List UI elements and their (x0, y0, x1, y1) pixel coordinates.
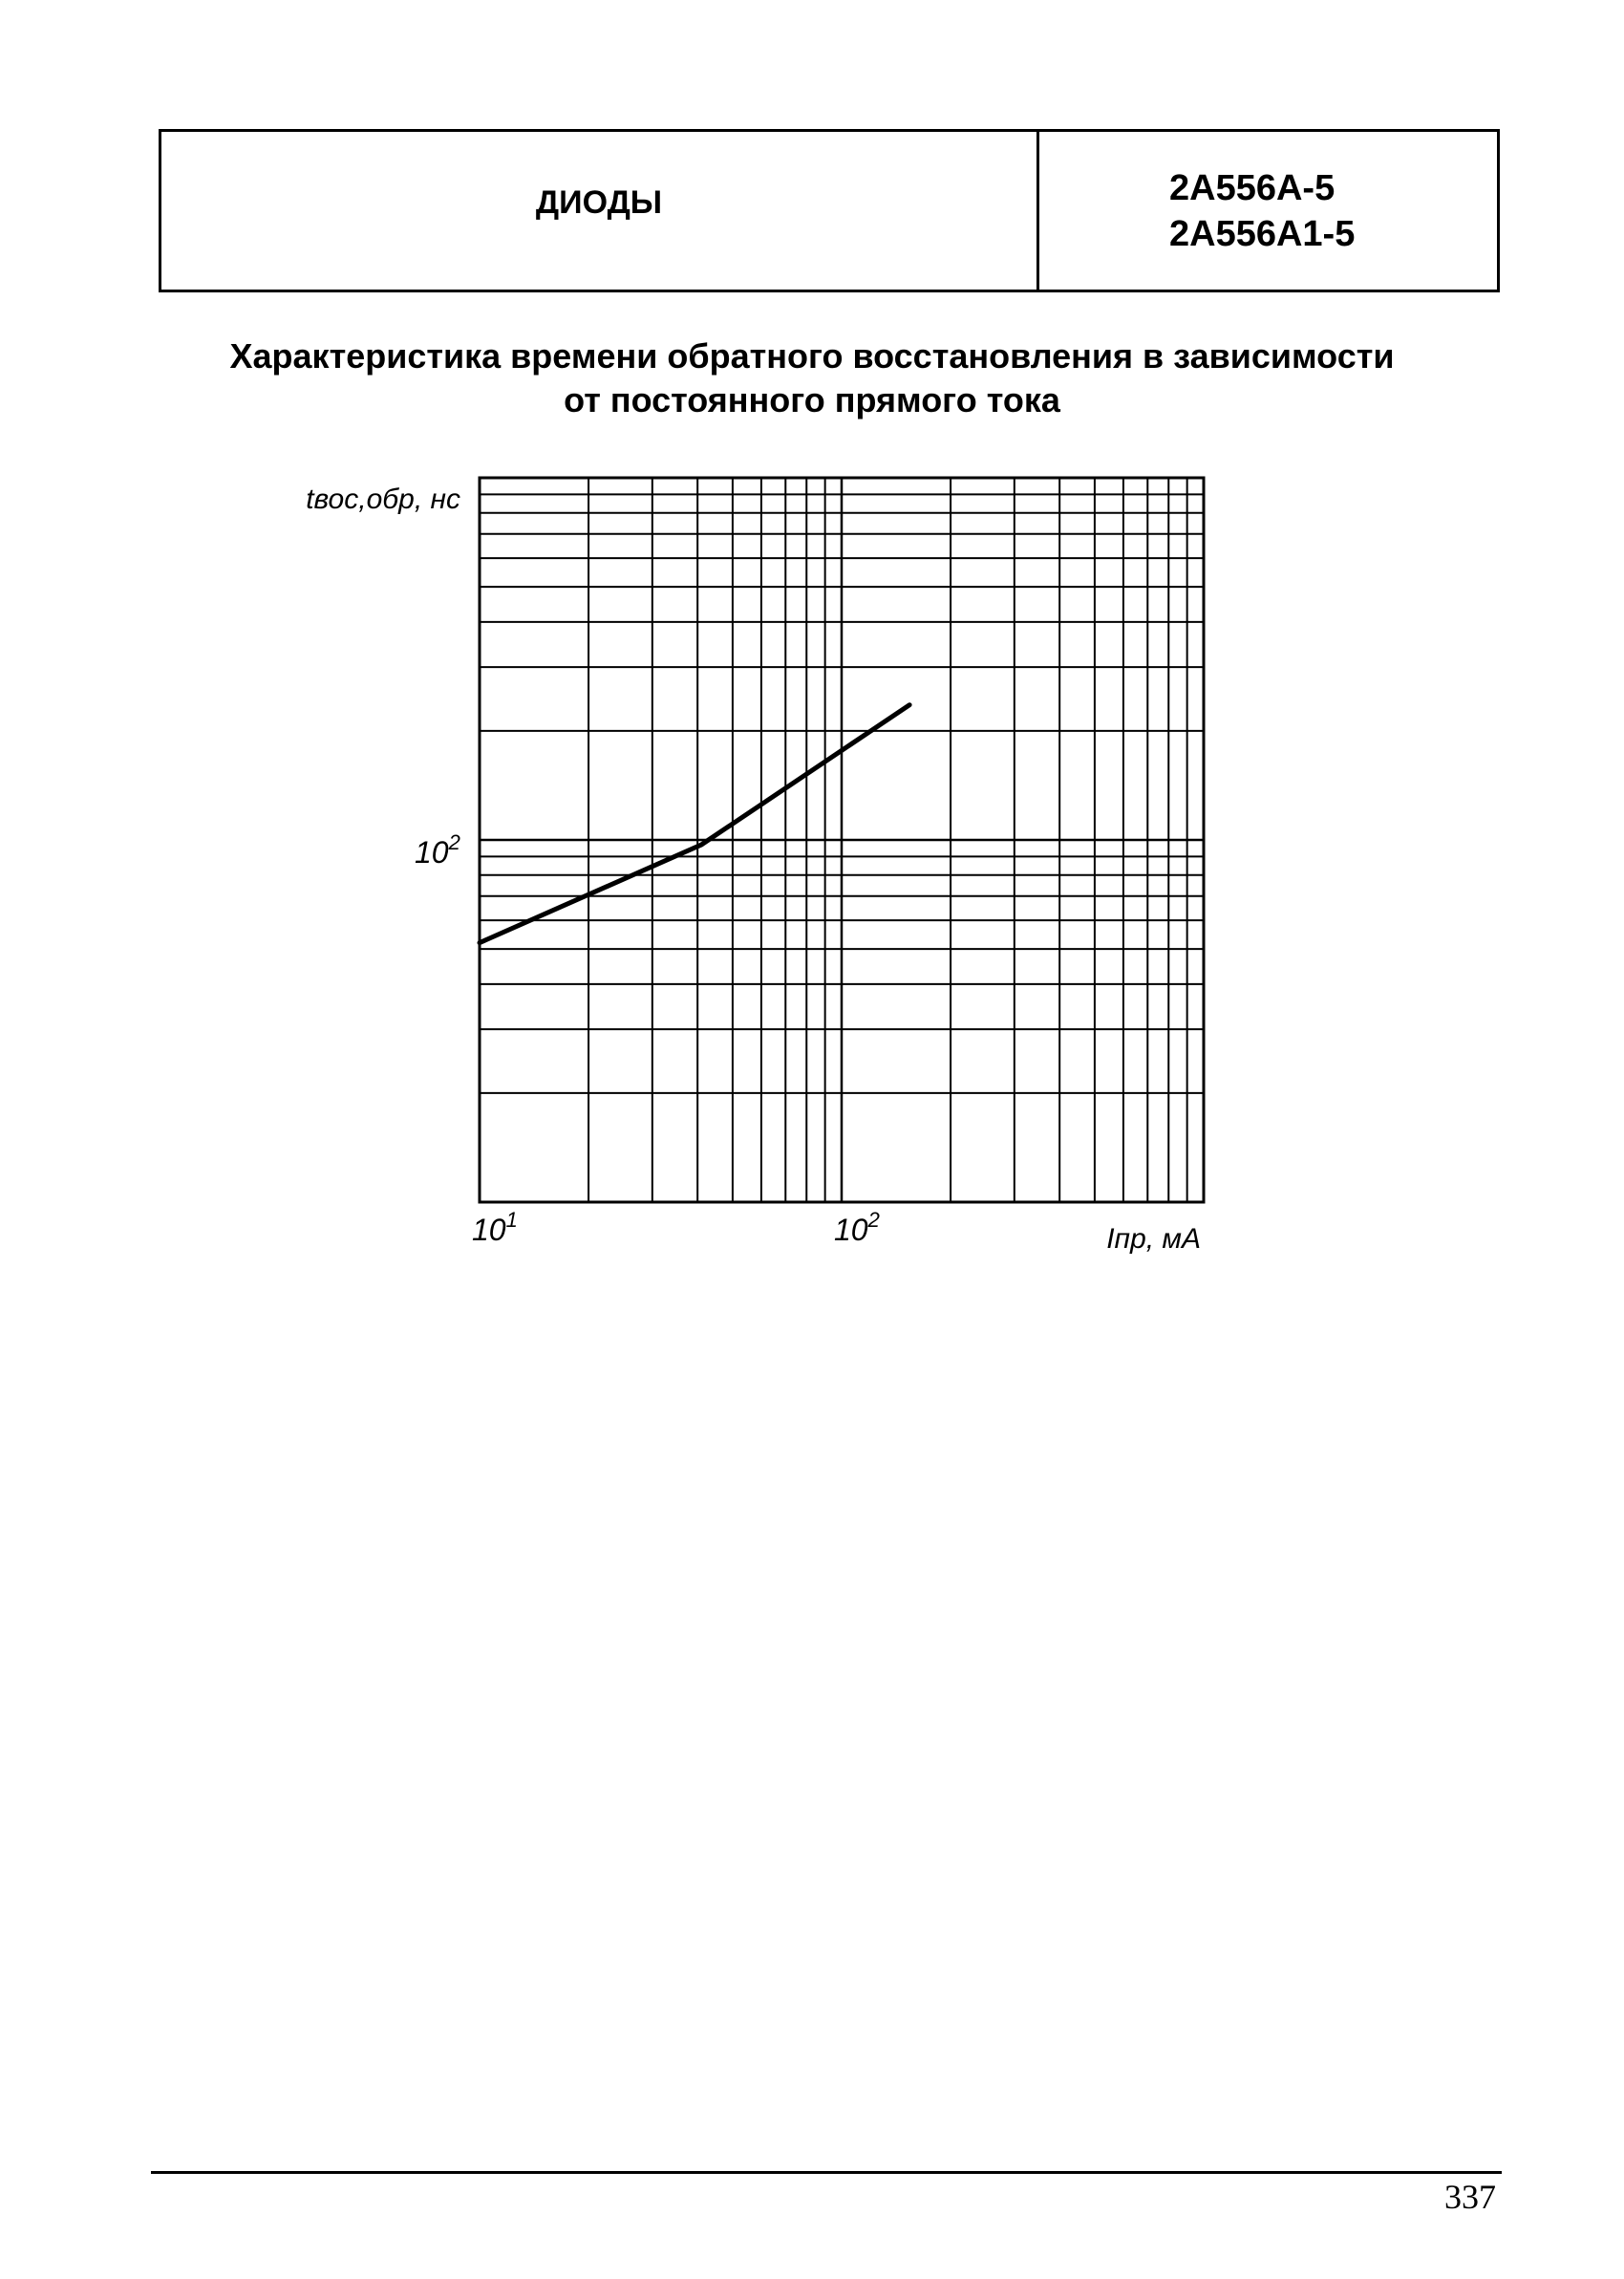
page-number: 337 (1444, 2178, 1496, 2216)
y-axis-label: tвос,обр, нс (306, 484, 460, 515)
chart-title-line: от постоянного прямого тока (564, 380, 1060, 419)
y-tick-label: $10^2$ (415, 830, 460, 870)
header-category: ДИОДЫ (535, 184, 663, 221)
x-axis-label: Iпр, мА (1106, 1223, 1201, 1255)
footer-rule (151, 2171, 1502, 2174)
header-model: 2А556А-5 (1169, 167, 1336, 208)
data-line (480, 705, 909, 943)
x-tick-label: $10^1$ (472, 1208, 518, 1247)
x-tick-label: $10^2$ (834, 1208, 880, 1247)
header-model: 2А556А1-5 (1169, 213, 1356, 254)
chart-title-line: Характеристика времени обратного восстановления в зависимости (229, 336, 1395, 376)
